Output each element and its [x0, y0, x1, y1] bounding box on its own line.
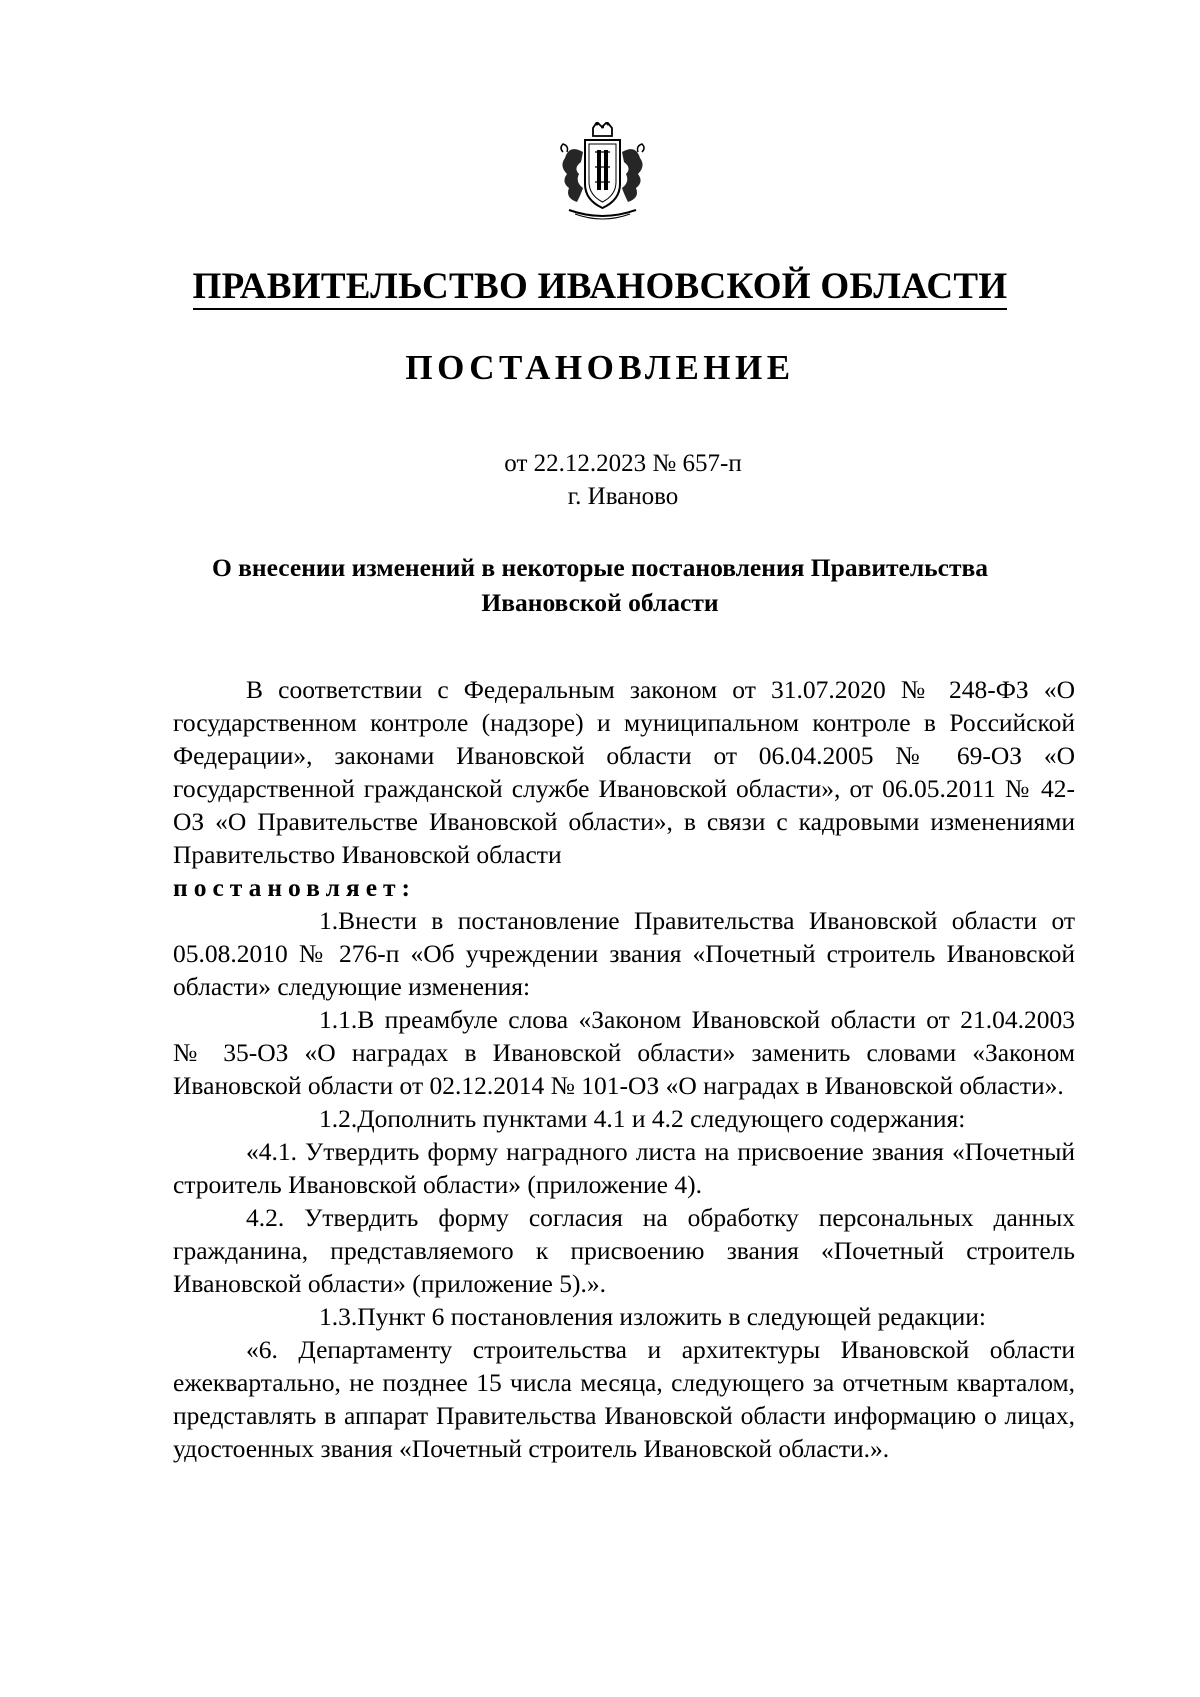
paragraph-1-2: 1.2.Дополнить пунктами 4.1 и 4.2 следующего содержания:	[173, 1102, 1075, 1135]
date-number: от 22.12.2023 № 657-п	[504, 450, 742, 477]
city: г. Иваново	[567, 483, 679, 510]
paragraph-4-1: «4.1. Утвердить форму наградного листа на присвоение звания «Почетный строитель Ивановской области» (приложение 4).	[173, 1137, 1075, 1199]
paragraph-1-3: 1.3.Пункт 6 постановления изложить в следующей редакции:	[173, 1300, 1075, 1333]
paragraph-6: «6. Департаменту строительства и архитектуры Ивановской области ежеквартально, не позднее 15 числа месяца, следующего за отчетным кварталом, представлять в аппарат Правительства Ивановской области информацию о лицах, удостоенных звания «Почетный строитель Ивановской области.».	[173, 1335, 1075, 1463]
decrees-paragraph	[173, 871, 1075, 904]
paragraph-number: 1.3.	[319, 1302, 358, 1331]
paragraph-4-2: 4.2. Утвердить форму согласия на обработку персональных данных гражданина, представляемого к присвоению звания «Почетный строитель Ивановской области» (приложение 5).».	[173, 1203, 1075, 1298]
paragraph-1-1: 1.1.В преамбуле слова «Законом Ивановской области от 21.04.2003 № 35-ОЗ «О наградах в Ивановской области» заменить словами «Законом Ивановской области от 02.12.2014 № 101-ОЗ «О наградах в Ивановской области».	[173, 1005, 1075, 1100]
paragraph-number: 1.1.	[319, 1005, 358, 1034]
document-body	[173, 673, 1075, 1465]
subject-line-2: Ивановской области	[481, 588, 719, 617]
subject-line-1: О внесении изменений в некоторые постановления Правительства	[211, 553, 989, 582]
document-subject	[150, 550, 1050, 620]
paragraph-number: 1.	[319, 906, 339, 935]
government-title: ПРАВИТЕЛЬСТВО ИВАНОВСКОЙ ОБЛАСТИ	[0, 265, 1200, 308]
decrees-word: постановляет:	[173, 873, 417, 902]
document-type: ПОСТАНОВЛЕНИЕ	[405, 348, 795, 387]
paragraph-number: 1.2.	[319, 1104, 358, 1133]
intro-paragraph: В соответствии с Федеральным законом от 31.07.2020 № 248-ФЗ «О государственном контроле (надзоре) и муниципальном контроле в Российской Федерации», законами Ивановской области от 06.04.2005 № 69-ОЗ «О государственной гражданской службе Ивановской области», от 06.05.2011 № 42-ОЗ «О Правительстве Ивановской области», в связи с кадровыми изменениями Правительство Ивановской области	[173, 675, 1075, 869]
paragraph-1: 1.Внести в постановление Правительства Ивановской области от 05.08.2010 № 276-п «Об учреждении звания «Почетный строитель Ивановской области» следующие изменения:	[173, 906, 1075, 1001]
coat-of-arms-icon	[555, 122, 650, 222]
